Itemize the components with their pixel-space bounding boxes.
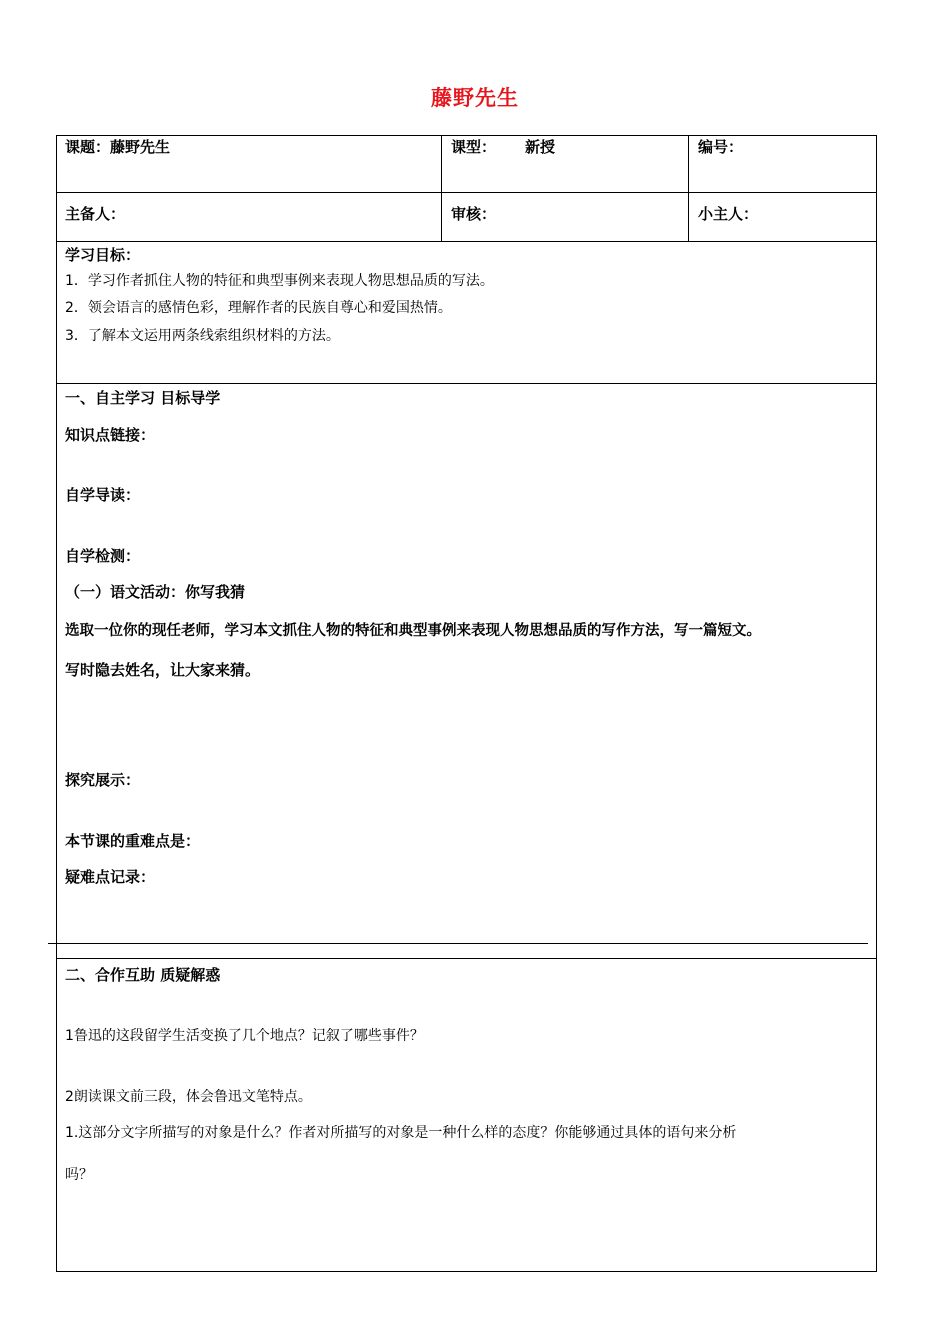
column-divider: [688, 136, 689, 241]
host-label: 小主人：: [698, 205, 759, 223]
objective-item: 1．学习作者抓住人物的特征和典型事例来表现人物思想品质的写法。: [65, 273, 494, 289]
knowledge-link-label: 知识点链接：: [65, 426, 156, 444]
preparer-label: 主备人：: [65, 205, 126, 223]
row-divider: [57, 958, 876, 959]
lesson-table: [56, 135, 877, 1272]
question-item: 2朗读课文前三段，体会鲁迅文笔特点。: [65, 1089, 312, 1105]
activity-title: （一）语文活动：你写我猜: [65, 583, 246, 601]
question-item-cont: 吗？: [65, 1167, 93, 1183]
reviewer-label: 审核：: [451, 205, 497, 223]
number-label: 编号：: [698, 138, 744, 156]
document-title: 藤野先生: [431, 86, 519, 110]
question-item: 1.这部分文字所描写的对象是什么？作者对所描写的对象是一种什么样的态度？你能够通过具体的语句来分析: [65, 1125, 737, 1141]
activity-instruction-cont: 写时隐去姓名，让大家来猜。: [65, 661, 261, 679]
activity-instruction: 选取一位你的现任老师，学习本文抓住人物的特征和典型事例来表现人物思想品质的写作方法，写一篇短文。: [65, 623, 761, 639]
objective-item: 2．领会语言的感情色彩，理解作者的民族自尊心和爱国热情。: [65, 300, 452, 316]
objective-item: 3．了解本文运用两条线索组织材料的方法。: [65, 328, 340, 344]
type-label: 课型：: [451, 138, 497, 156]
explore-label: 探究展示：: [65, 771, 141, 789]
difficulties-label: 疑难点记录：: [65, 868, 156, 886]
section2-heading: 二、合作互助 质疑解惑: [65, 966, 221, 984]
key-points-label: 本节课的重难点是：: [65, 832, 201, 850]
separator-line: [48, 943, 868, 944]
row-divider: [57, 383, 876, 384]
topic-label: 课题：藤野先生: [65, 138, 171, 156]
self-test-label: 自学检测：: [65, 547, 141, 565]
row-divider: [57, 241, 876, 242]
section1-heading: 一、自主学习 目标导学: [65, 389, 221, 407]
row-divider: [57, 192, 876, 193]
question-item: 1鲁迅的这段留学生活变换了几个地点？记叙了哪些事件？: [65, 1028, 424, 1044]
self-reading-label: 自学导读：: [65, 486, 141, 504]
type-value: 新授: [525, 138, 556, 156]
objectives-heading: 学习目标：: [65, 246, 141, 264]
column-divider: [441, 136, 442, 241]
